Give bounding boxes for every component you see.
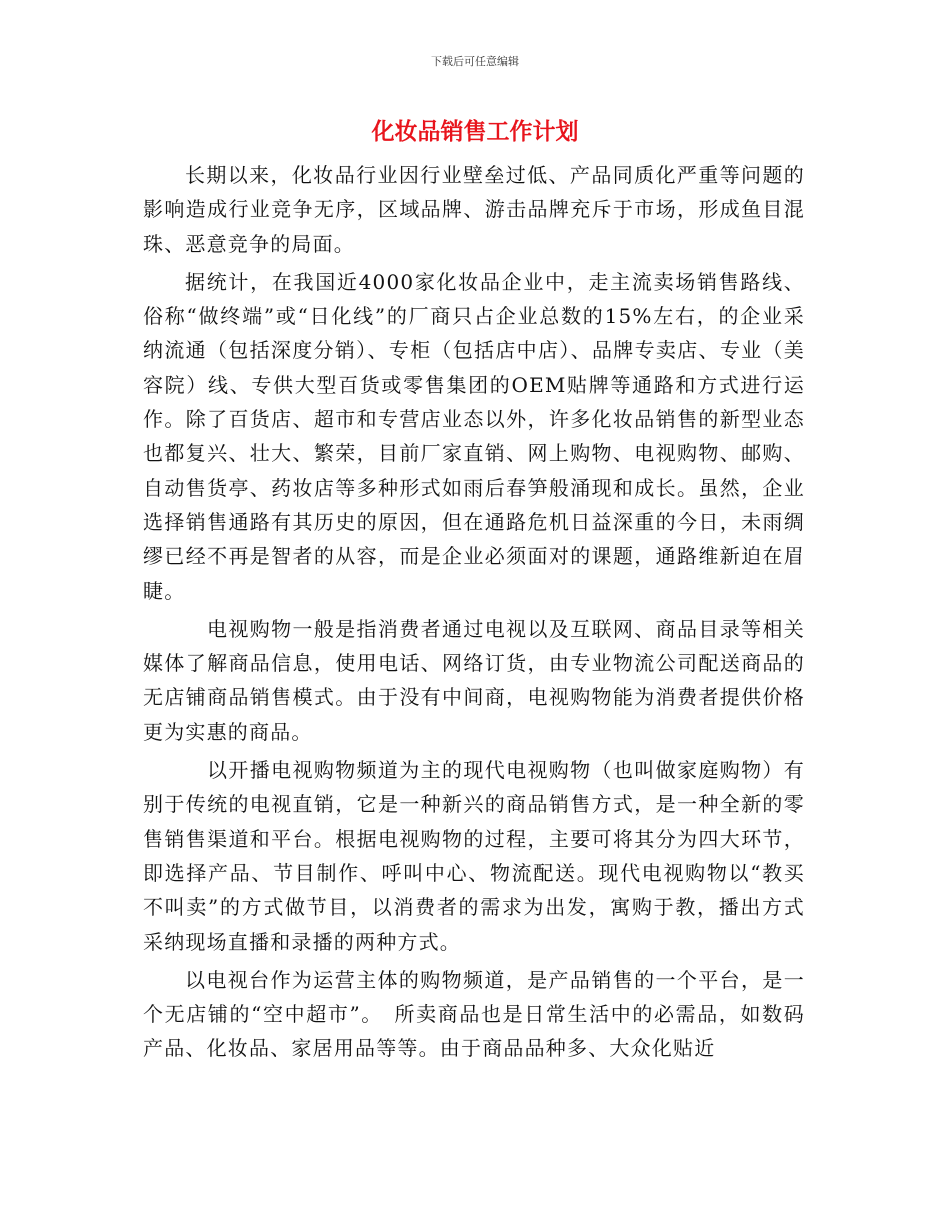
paragraph-3: 电视购物一般是指消费者通过电视以及互联网、商品目录等相关媒体了解商品信息，使用电话、网络订货，由专业物流公司配送商品的无店铺商品销售模式。由于没有中间商，电视购物能为消费者提供价格更为实惠的商品。 [143,616,805,744]
document-title: 化妆品销售工作计划 [371,119,579,145]
paragraph-1: 长期以来，化妆品行业因行业壁垒过低、产品同质化严重等问题的影响造成行业竞争无序，区域品牌、游击品牌充斥于市场，形成鱼目混珠、恶意竞争的局面。 [143,163,805,256]
paragraph-2: 据统计，在我国近4000家化妆品企业中，走主流卖场销售路线、俗称“做终端”或“日化线”的厂商只占企业总数的15%左右，的企业采纳流通（包括深度分销）、专柜（包括店中店）、品牌专卖店、专业（美容院）线、专供大型百货或零售集团的OEM贴牌等通路和方式进行运作。除了百货店、超市和专营店业态以外，许多化妆品销售的新型业态也都复兴、壮大、繁荣，目前厂家直销、网上购物、电视购物、邮购、自动售货亭、药妆店等多种形式如雨后春笋般涌现和成长。虽然，企业选择销售通路有其历史的原因，但在通路危机日益深重的今日，未雨绸缪已经不再是智者的从容，而是企业必须面对的课题，通路维新迫在眉睫。 [143,269,805,603]
document-body [143,158,805,1070]
paragraph-5: 以电视台作为运营主体的购物频道，是产品销售的一个平台，是一个无店铺的“空中超市”。 所卖商品也是日常生活中的必需品，如数码产品、化妆品、家居用品等等。由于商品品种多、大众化贴近 [143,967,805,1061]
page-header: 下载后可任意编辑 [431,55,519,68]
paragraph-4: 以开播电视购物频道为主的现代电视购物（也叫做家庭购物）有别于传统的电视直销，它是一种新兴的商品销售方式，是一种全新的零售销售渠道和平台。根据电视购物的过程，主要可将其分为四大环节，即选择产品、节目制作、呼叫中心、物流配送。现代电视购物以“教买不叫卖”的方式做节目，以消费者的需求为出发，寓购于教，播出方式采纳现场直播和录播的两种方式。 [143,758,805,954]
